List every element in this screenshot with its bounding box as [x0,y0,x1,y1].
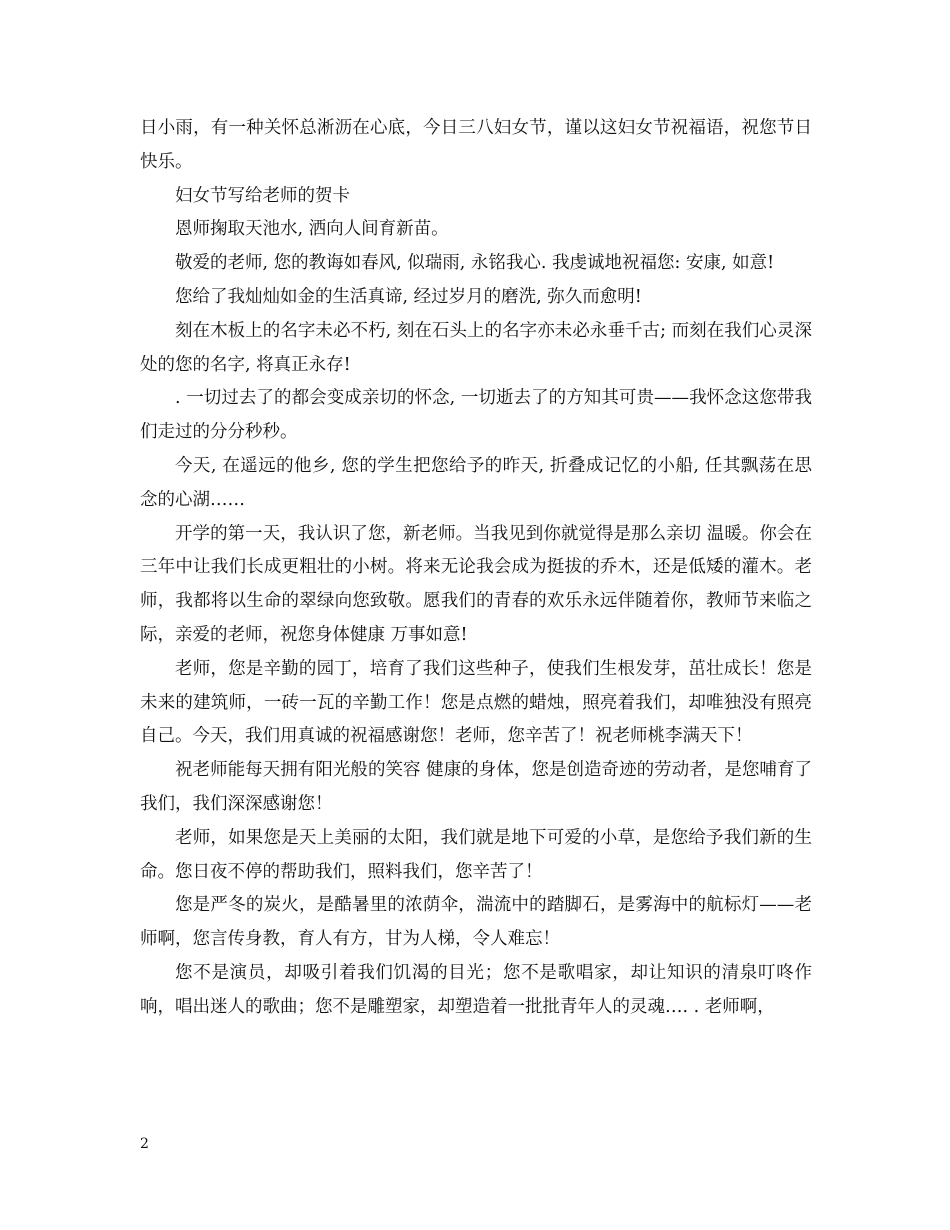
paragraph: 您不是演员，却吸引着我们饥渴的目光；您不是歌唱家，却让知识的清泉叮咚作响，唱出迷人的歌曲；您不是雕塑家，却塑造着一批批青年人的灵魂…. . 老师啊， [140,962,812,1017]
paragraph: 开学的第一天，我认识了您，新老师。当我见到你就觉得是那么亲切 温暖。你会在三年中让我们长成更粗壮的小树。将来无论我会成为挺拔的乔木，还是低矮的灌木。老师，我都将以生命的翠绿向您致敬。愿我们的青春的欢乐永远伴随着你，教师节来临之际，亲爱的老师，祝您身体健康 万事如意! [140,523,812,645]
page-number: 2 [140,1136,149,1152]
paragraph: 恩师掬取天池水, 洒向人间育新苗。 [175,219,449,240]
body-text [140,112,812,1025]
paragraph: 祝老师能每天拥有阳光般的笑容 健康的身体，您是创造奇迹的劳动者，是您哺育了我们，我们深深感谢您！ [140,760,812,814]
paragraph: . 一切过去了的都会变成亲切的怀念, 一切逝去了的方知其可贵——我怀念这您带我们走过的分分秒秒。 [140,388,812,443]
paragraph: 刻在木板上的名字未必不朽, 刻在石头上的名字亦未必永垂千古; 而刻在我们心灵深处的您的名字, 将真正永存! [140,320,812,375]
paragraph: 日小雨，有一种关怀总淅沥在心底，今日三八妇女节，谨以这妇女节祝福语，祝您节日快乐。 [140,118,812,172]
paragraph: 老师，您是辛勤的园丁，培育了我们这些种子，使我们生根发芽，茁壮成长！您是未来的建筑师，一砖一瓦的辛勤工作！您是点燃的蜡烛，照亮着我们，却唯独没有照亮自己。今天，我们用真诚的祝福感谢您！老师，您辛苦了！祝老师桃李满天下！ [140,658,812,747]
paragraph: 老师，如果您是天上美丽的太阳，我们就是地下可爱的小草，是您给予我们新的生命。您日夜不停的帮助我们，照料我们，您辛苦了！ [140,827,812,882]
section-heading: 妇女节写给老师的贺卡 [175,185,350,206]
paragraph: 敬爱的老师, 您的教诲如春风, 似瑞雨, 永铭我心. 我虔诚地祝福您: 安康, 如意! [175,253,775,274]
paragraph: 您给了我灿灿如金的生活真谛, 经过岁月的磨洗, 弥久而愈明! [175,286,642,307]
paragraph: 您是严冬的炭火，是酷暑里的浓荫伞，湍流中的踏脚石，是雾海中的航标灯——老师啊，您言传身教，育人有方，甘为人梯，令人难忘！ [140,895,812,950]
paragraph: 今天, 在遥远的他乡, 您的学生把您给予的昨天, 折叠成记忆的小船, 任其飘荡在思念的心湖…… [140,455,812,510]
